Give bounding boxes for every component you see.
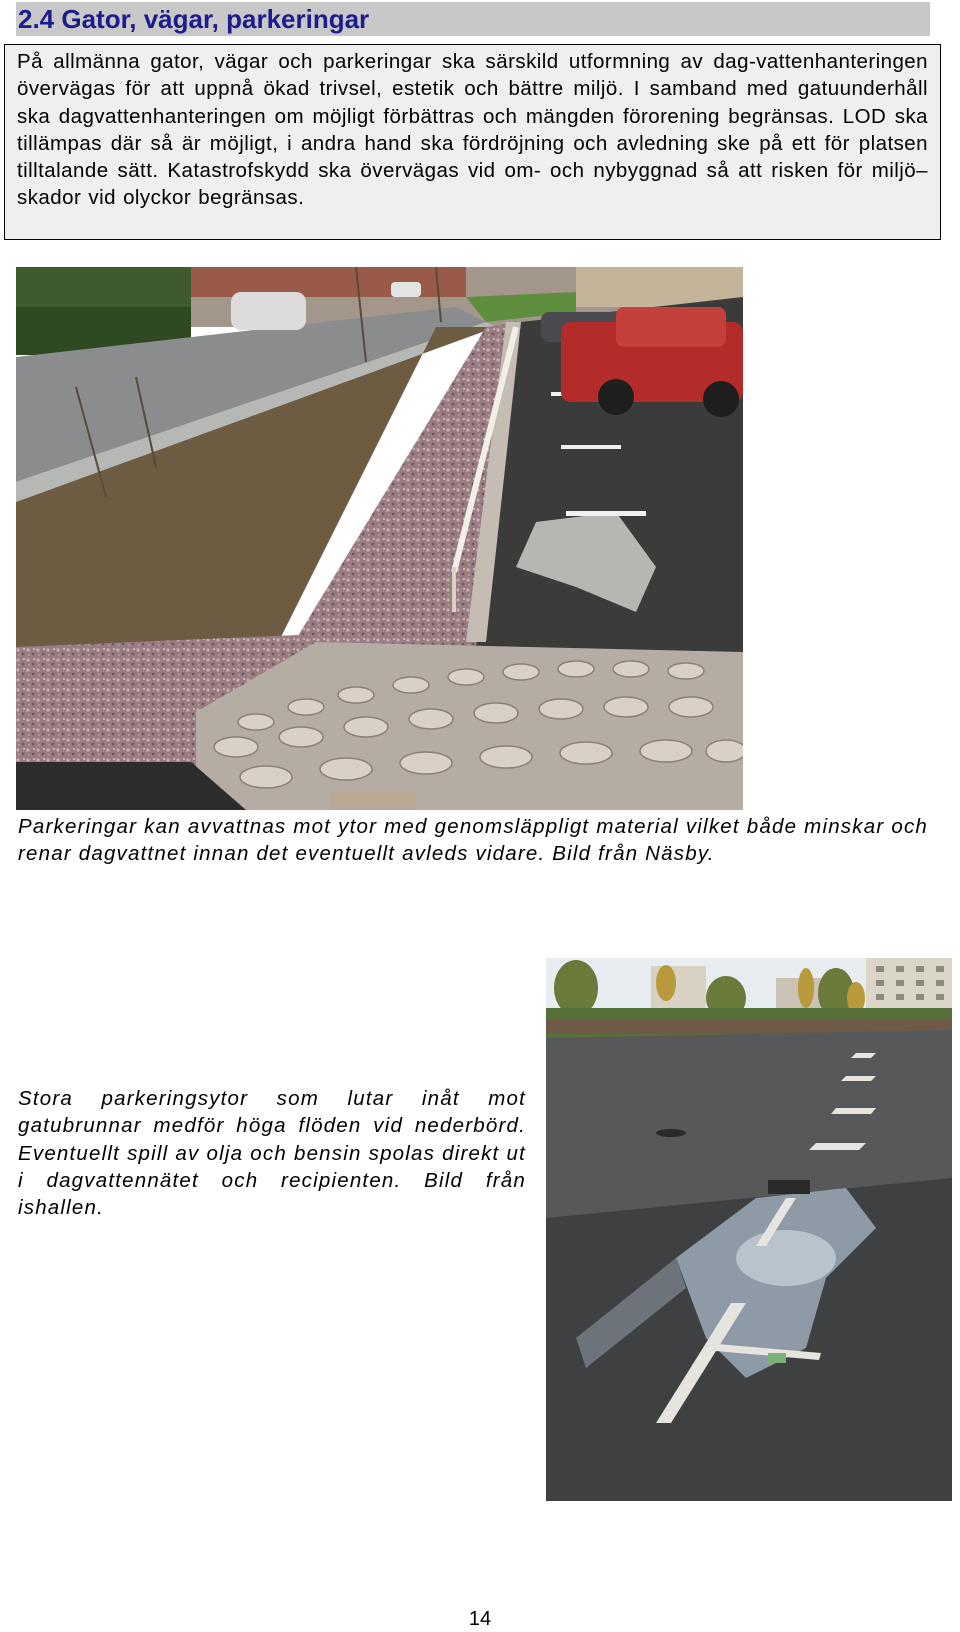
parking-gravel-photo (16, 267, 743, 810)
sloped-parking-lot-photo (546, 958, 952, 1501)
policy-text: På allmänna gator, vägar och parkeringar ska särskild utformning av dag-vattenhanteringen övervägas för att uppnå ökad trivsel, estetik och bättre miljö. I samband med gatuunderhåll ska dagvattenhanteringen om möjligt förbättras och mängden förorening begränsas. LOD ska tillämpas där så är möjligt, i andra hand ska fördröjning och avledning ske på ett för platsen tilltalande sätt. Katastrofskydd ska övervägas vid om- och nybyggnad så att risken för miljö– skador vid olyckor begränsas. (17, 50, 928, 210)
figure-caption-1: Parkeringar kan avvattnas mot ytor med genomsläppligt material vilket både minskar och renar dagvattnet innan det eventuellt avleds vidare. Bild från Näsby. (18, 815, 928, 866)
figure-caption-2: Stora parkeringsytor som lutar inåt mot gatubrunnar medför höga flöden vid nederbörd. Eventuellt spill av olja och bensin spolas direkt ut i dagvattennätet och recipienten. Bild från ishallen. (18, 1087, 526, 1220)
policy-box (4, 44, 941, 240)
section-heading: 2.4 Gator, vägar, parkeringar (16, 2, 930, 36)
page-number: 14 (468, 1608, 492, 1630)
